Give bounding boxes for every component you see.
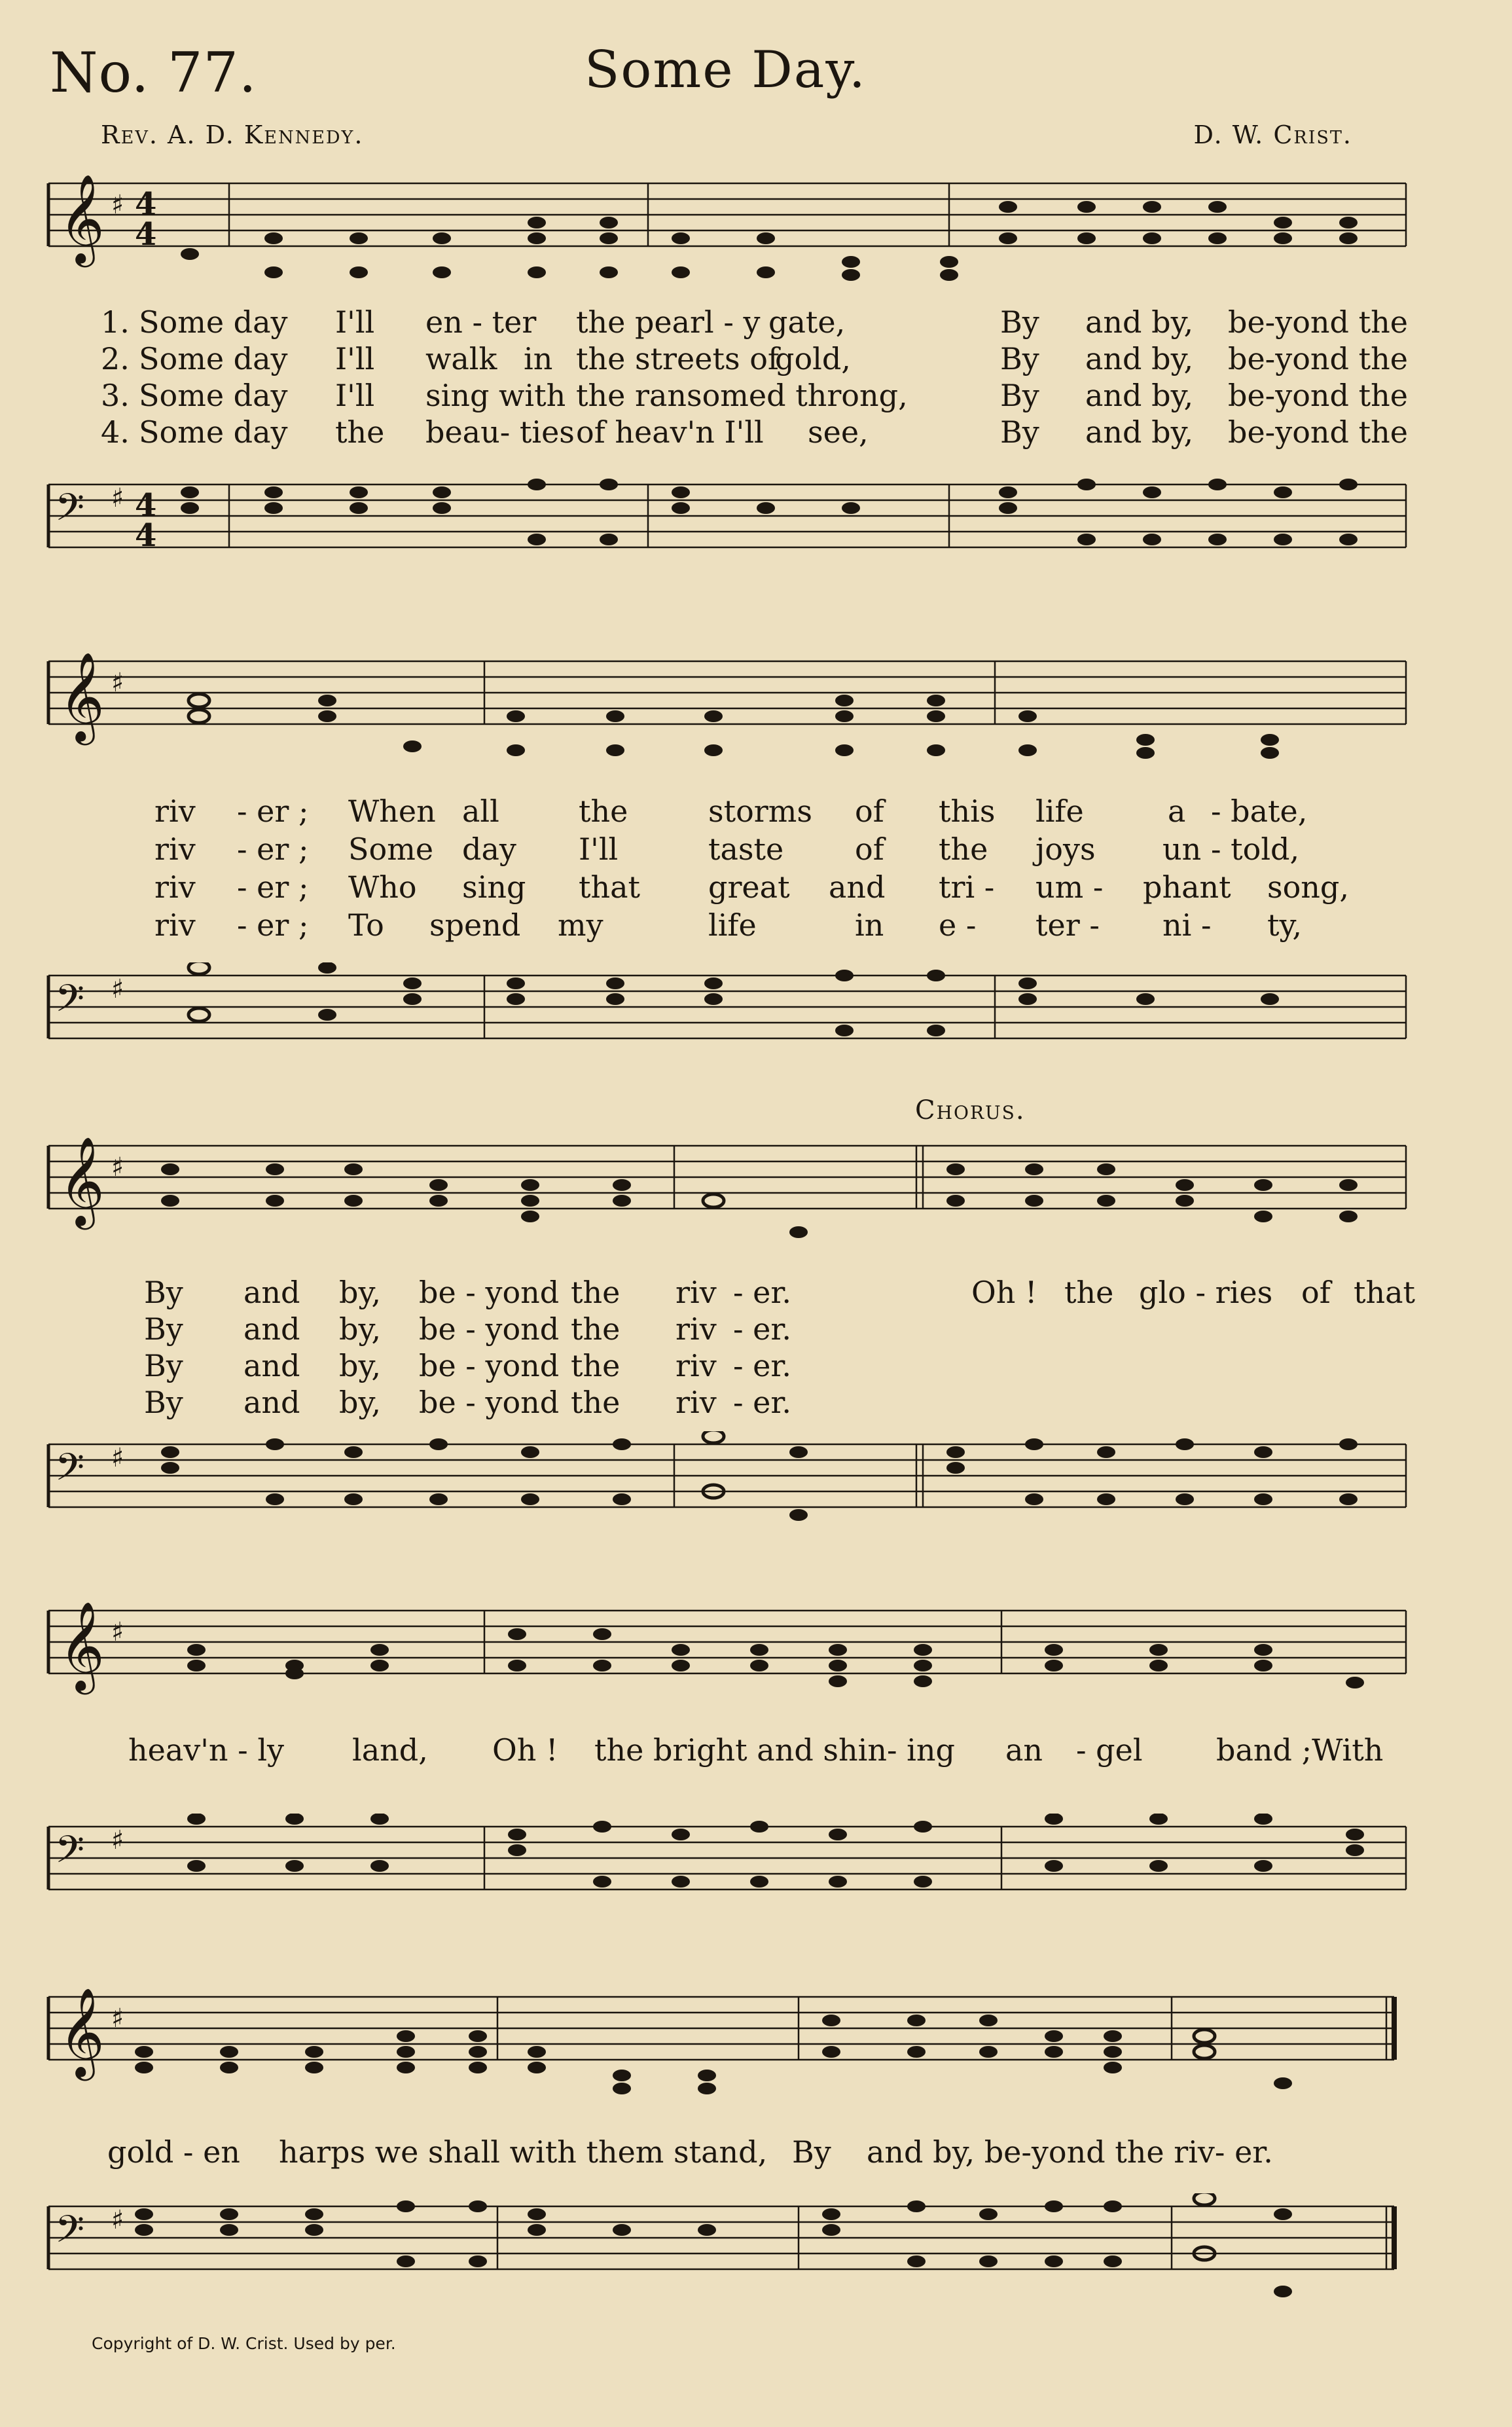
lyric-syllable: phant [1143,869,1231,905]
svg-text:♯: ♯ [111,1617,124,1647]
lyric-syllable: and by, [1085,341,1194,376]
lyric-syllable: by, [339,1385,381,1420]
lyric-syllable: Oh ! [492,1732,558,1768]
svg-text:𝄢: 𝄢 [55,1827,85,1881]
lyric-syllable: band ;With [1216,1732,1384,1768]
bass-staff-5 [33,2193,1407,2331]
copyright-notice: Copyright of D. W. Crist. Used by per. [92,2334,396,2353]
lyric-syllable: gate, [768,304,846,340]
lyric-syllable: be-yond the [1228,414,1408,450]
treble-staff-3 [33,1133,1407,1264]
lyric-syllable: e - [939,907,977,943]
lyric-syllable: - er ; [237,907,309,943]
svg-text:𝄢: 𝄢 [55,1445,85,1499]
lyric-syllable: - told, [1211,831,1300,867]
lyric-syllable: and [243,1385,300,1420]
bass-staff-2 [33,962,1407,1080]
lyric-syllable: harps we shall with them stand, [279,2134,768,2170]
lyric-syllable: I'll [579,831,619,867]
svg-text:4: 4 [135,216,157,253]
lyric-syllable: life [708,907,757,943]
lyric-syllable: in [855,907,884,943]
lyric-syllable: riv [154,831,196,867]
svg-text:♯: ♯ [111,668,124,698]
svg-text:𝄞: 𝄞 [59,173,105,263]
lyric-syllable: by, [339,1275,381,1310]
lyric-syllable: the streets of [576,341,779,376]
lyric-syllable: day [462,831,516,867]
lyric-syllable: - er. [733,1385,791,1420]
treble-staff-1 [33,170,1407,301]
lyric-syllable: a [1168,794,1186,829]
lyric-syllable: my [558,907,603,943]
lyric-syllable: and [829,869,886,905]
lyric-syllable: Some day [139,414,288,450]
lyric-syllable: sing [462,869,526,905]
lyric-syllable: By [1000,341,1039,376]
bass-staff-1 [33,471,1407,589]
lyric-syllable: and [243,1348,300,1383]
lyric-syllable: be - yond [419,1348,560,1383]
lyric-syllable: riv [675,1275,717,1310]
lyric-syllable: en - ter [425,304,537,340]
lyric-syllable: and [243,1311,300,1347]
lyric-syllable: be-yond the [1228,341,1408,376]
lyric-syllable: the ransomed throng, [576,378,908,413]
lyric-syllable: an [1005,1732,1043,1768]
lyric-syllable: riv [154,794,196,829]
svg-text:♯: ♯ [111,483,124,513]
lyric-syllable: ni - [1162,907,1212,943]
svg-text:♯: ♯ [111,190,124,220]
lyricist-credit: Rev. A. D. Kennedy. [101,120,364,149]
lyric-syllable: be - yond [419,1311,560,1347]
lyric-syllable: - er ; [237,869,309,905]
lyric-syllable: un [1162,831,1202,867]
treble-staff-4 [33,1597,1407,1728]
bass-staff-4 [33,1814,1407,1931]
lyric-syllable: of heav'n I'll [576,414,764,450]
lyric-syllable: glo - ries [1139,1275,1273,1310]
lyric-syllable: - gel [1076,1732,1143,1768]
lyric-syllable: the [1064,1275,1114,1310]
lyric-syllable: walk [425,341,497,376]
lyric-syllable: To [348,907,384,943]
lyric-syllable: by, [339,1311,381,1347]
treble-staff-5 [33,1984,1407,2115]
lyric-syllable: Some day [139,341,288,376]
lyric-syllable: 2. [101,341,130,376]
lyric-syllable: the [571,1348,621,1383]
music-system-5 [33,1984,1407,2324]
lyric-syllable: Some day [139,304,288,340]
lyric-syllable: heav'n - ly [128,1732,285,1768]
lyric-syllable: By [1000,414,1039,450]
lyric-syllable: of [855,831,884,867]
lyric-syllable: gold, [775,341,851,376]
svg-text:𝄢: 𝄢 [55,485,85,539]
treble-staff-2 [33,648,1407,779]
lyric-syllable: be - yond [419,1385,560,1420]
lyric-syllable: ty, [1267,907,1302,943]
composer-credit: D. W. Crist. [1193,120,1352,149]
music-system-2 [33,648,1407,1080]
lyric-syllable: that [579,869,641,905]
hymn-number: No. 77. [50,41,257,105]
svg-text:♯: ♯ [111,2205,124,2235]
chorus-label: Chorus. [915,1095,1026,1125]
lyric-syllable: Who [348,869,417,905]
music-system-1 [33,170,1407,602]
music-system-4 [33,1597,1407,1951]
svg-text:♯: ♯ [111,1152,124,1182]
lyric-syllable: be - yond [419,1275,560,1310]
lyric-syllable: - er ; [237,831,309,867]
lyric-syllable: riv [675,1311,717,1347]
lyric-syllable: ter - [1035,907,1100,943]
lyric-syllable: um - [1035,869,1104,905]
lyric-syllable: that [1354,1275,1416,1310]
lyric-syllable: the [571,1275,621,1310]
svg-text:𝄞: 𝄞 [59,1986,105,2077]
lyric-syllable: land, [352,1732,428,1768]
lyric-syllable: By [144,1385,183,1420]
lyric-syllable: see, [808,414,869,450]
lyric-syllable: the [571,1385,621,1420]
lyric-syllable: by, [339,1348,381,1383]
lyric-syllable: By [144,1275,183,1310]
lyric-syllable: - er. [733,1348,791,1383]
lyric-syllable: life [1035,794,1084,829]
hymn-title: Some Day. [585,41,867,100]
lyric-syllable: in [524,341,553,376]
lyric-syllable: and by, [1085,414,1194,450]
lyric-syllable: the bright and shin- ing [594,1732,955,1768]
lyric-syllable: By [144,1311,183,1347]
svg-text:𝄞: 𝄞 [59,651,105,741]
lyric-syllable: beau- ties [425,414,575,450]
lyric-syllable: - er. [733,1311,791,1347]
lyric-syllable: I'll [335,304,375,340]
lyric-syllable: Some [348,831,434,867]
lyric-syllable: song, [1267,869,1349,905]
svg-text:𝄢: 𝄢 [55,2207,85,2261]
lyric-syllable: 3. [101,378,130,413]
lyric-syllable: When [348,794,436,829]
lyric-syllable: tri - [939,869,995,905]
lyric-syllable: great [708,869,790,905]
lyric-syllable: 4. [101,414,130,450]
lyric-syllable: storms [708,794,813,829]
lyric-syllable: riv [154,869,196,905]
lyric-syllable: and by, be-yond the riv- er. [867,2134,1273,2170]
lyric-syllable: all [462,794,499,829]
lyric-syllable: By [144,1348,183,1383]
svg-text:4: 4 [135,186,157,223]
lyric-syllable: taste [708,831,784,867]
lyric-syllable: Oh ! [971,1275,1037,1310]
bass-staff-3 [33,1431,1407,1556]
lyric-syllable: be-yond the [1228,378,1408,413]
lyric-syllable: By [1000,378,1039,413]
lyric-syllable: spend [429,907,521,943]
lyric-syllable: 1. [101,304,130,340]
svg-text:𝄞: 𝄞 [59,1135,105,1226]
lyric-syllable: - er ; [237,794,309,829]
lyric-syllable: the [939,831,988,867]
svg-text:♯: ♯ [111,2003,124,2034]
lyric-syllable: riv [154,907,196,943]
lyric-syllable: - bate, [1211,794,1308,829]
lyric-syllable: sing with [425,378,566,413]
svg-text:𝄢: 𝄢 [55,976,85,1030]
lyric-syllable: gold - en [107,2134,240,2170]
svg-text:♯: ♯ [111,1825,124,1855]
lyric-syllable: By [792,2134,831,2170]
lyric-syllable: and [243,1275,300,1310]
svg-text:♯: ♯ [111,1443,124,1473]
lyric-syllable: and by, [1085,304,1194,340]
lyric-syllable: the [335,414,385,450]
lyric-syllable: the [571,1311,621,1347]
lyric-syllable: - er. [733,1275,791,1310]
music-system-3 [33,1133,1416,1552]
lyric-syllable: this [939,794,996,829]
lyric-syllable: riv [675,1348,717,1383]
svg-text:♯: ♯ [111,974,124,1004]
lyric-syllable: joys [1035,831,1096,867]
lyric-syllable: I'll [335,341,375,376]
lyric-syllable: I'll [335,378,375,413]
lyric-syllable: and by, [1085,378,1194,413]
svg-text:4: 4 [135,487,157,524]
lyric-syllable: of [1301,1275,1331,1310]
svg-text:𝄞: 𝄞 [59,1600,105,1690]
lyric-syllable: riv [675,1385,717,1420]
lyric-syllable: By [1000,304,1039,340]
lyric-syllable: Some day [139,378,288,413]
lyric-syllable: the pearl - y [576,304,761,340]
lyric-syllable: the [579,794,628,829]
lyric-syllable: of [855,794,884,829]
lyric-syllable: be-yond the [1228,304,1408,340]
svg-text:4: 4 [135,517,157,554]
